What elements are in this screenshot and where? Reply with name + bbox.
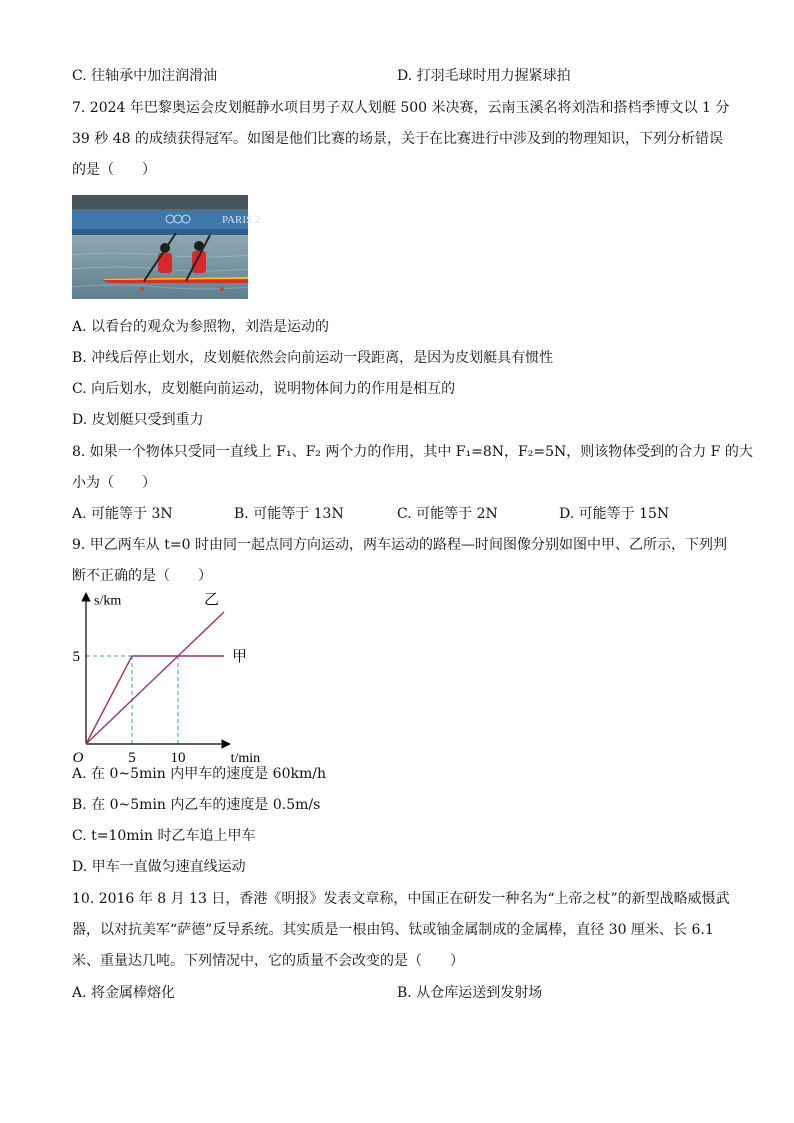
q10-stem-line2: 器，以对抗美军“萨德”反导系统。其实质是一根由钨、钛或铀金属制成的金属棒，直径 30 厘米、长 6.1: [72, 922, 714, 938]
series-label-yi: 乙: [204, 592, 220, 608]
y-axis-label: s/km: [94, 593, 122, 609]
chart-svg: [70, 592, 290, 766]
q7-option-b: B. 冲线后停止划水，皮划艇依然会向前运动一段距离，是因为皮划艇具有惯性: [72, 350, 554, 366]
canoe-race-photo: [72, 195, 261, 299]
q7-stem-line3: 的是（ ）: [72, 162, 156, 178]
q7-option-a: A. 以看台的观众为参照物，刘浩是运动的: [72, 319, 330, 335]
series-label-jia: 甲: [232, 649, 248, 665]
y-tick-label-5: 5: [72, 649, 80, 665]
q10-option-a: A. 将金属棒熔化: [72, 985, 176, 1001]
q7-stem-line1: 7. 2024 年巴黎奥运会皮划艇静水项目男子双人划艇 500 米决赛，云南玉溪名将刘浩和搭档季博文以 1 分: [72, 100, 730, 116]
q8-option-b: B. 可能等于 13N: [234, 506, 344, 522]
q8-option-a: A. 可能等于 3N: [72, 506, 173, 522]
q7-stem-line2: 39 秒 48 的成绩获得冠军。如图是他们比赛的场景，关于在比赛进行中涉及到的物理知识，下列分析错误: [72, 131, 723, 147]
q6-option-c: C. 往轴承中加注润滑油: [72, 68, 218, 84]
q9-option-c: C. t=10min 时乙车追上甲车: [72, 828, 256, 844]
q8-stem-line2: 小为（ ）: [72, 475, 156, 491]
x-tick-label-10: 10: [170, 750, 186, 766]
q8-option-d: D. 可能等于 15N: [559, 506, 670, 522]
q7-option-c: C. 向后划水，皮划艇向前运动，说明物体间力的作用是相互的: [72, 381, 456, 397]
q9-option-d: D. 甲车一直做匀速直线运动: [72, 859, 246, 875]
q9-stem-line1: 9. 甲乙两车从 t=0 时由同一起点同方向运动，两车运动的路程—时间图像分别如图中甲、乙所示，下列判: [72, 537, 727, 553]
q8-stem-line1: 8. 如果一个物体只受同一直线上 F₁、F₂ 两个力的作用，其中 F₁=8N，F₂=5N，则该物体受到的合力 F 的大: [72, 444, 753, 460]
origin-label: O: [72, 750, 84, 766]
distance-time-chart: [70, 592, 290, 764]
q10-stem-line3: 米、重量达几吨。下列情况中，它的质量不会改变的是（ ）: [72, 953, 464, 969]
x-axis-label: t/min: [230, 751, 261, 766]
series-line-jia: [86, 656, 224, 744]
photo-banner-text: PARIS 2: [222, 214, 261, 226]
x-tick-label-5: 5: [128, 750, 136, 766]
q8-option-c: C. 可能等于 2N: [397, 506, 498, 522]
q9-option-a: A. 在 0~5min 内甲车的速度是 60km/h: [72, 766, 326, 782]
q10-option-b: B. 从仓库运送到发射场: [397, 985, 543, 1001]
q10-stem-line1: 10. 2016 年 8 月 13 日，香港《明报》发表文章称，中国正在研发一种名为“上帝之杖”的新型战略威慑武: [72, 891, 730, 907]
q7-option-d: D. 皮划艇只受到重力: [72, 412, 204, 428]
q9-option-b: B. 在 0~5min 内乙车的速度是 0.5m/s: [72, 797, 321, 813]
q9-stem-line2: 断不正确的是（ ）: [72, 568, 212, 584]
series-line-yi: [86, 612, 224, 744]
q6-option-d: D. 打羽毛球时用力握紧球拍: [397, 68, 571, 84]
